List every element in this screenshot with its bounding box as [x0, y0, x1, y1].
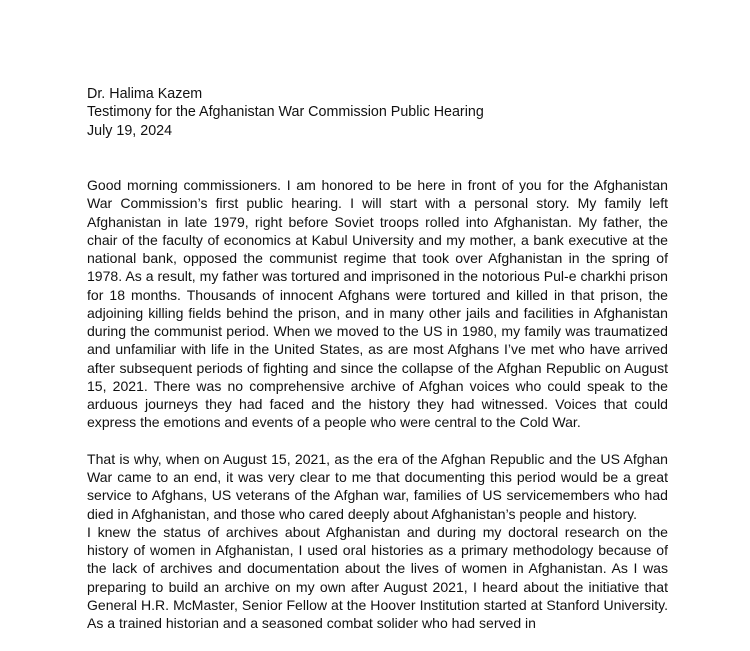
- document-title: Testimony for the Afghanistan War Commission Public Hearing: [87, 104, 484, 121]
- document-header: [87, 85, 687, 140]
- document-date: July 19, 2024: [87, 122, 173, 139]
- paragraph-spacer: [87, 432, 668, 450]
- document-body: [87, 176, 668, 632]
- paragraph-opening: Good morning commissioners. I am honored to be here in front of you for the Afghanistan War Commission’s first public hearing. I will start with a personal story. My family left Afghanistan in late 1979, right before Soviet troops rolled into Afghanistan. My father, the chair of the faculty of economics at Kabul University and my mother, a bank executive at the national bank, opposed the communist regime that took over Afghanistan in the spring of 1978. As a result, my father was tortured and imprisoned in the notorious Pul-e charkhi prison for 18 months. Thousands of innocent Afghans were tortured and killed in that prison, the adjoining killing fields behind the prison, and in many other jails and facilities in Afghanistan during the communist period. When we moved to the US in 1980, my family was traumatized and unfamiliar with life in the United States, as are most Afghans I’ve met who have arrived after subsequent periods of fighting and since the collapse of the Afghan Republic on August 15, 2021. There was no comprehensive archive of Afghan voices who could speak to the arduous journeys they had faced and the history they had witnessed. Voices that could express the emotions and events of a people who were central to the Cold War.: [87, 177, 668, 431]
- paragraph-why-documenting: That is why, when on August 15, 2021, as the era of the Afghan Republic and the US Afghan War came to an end, it was very clear to me that documenting this period would be a great service to Afghans, US veterans of the Afghan war, families of US servicemembers who had died in Afghanistan, and those who cared deeply about Afghanistan’s people and history.: [87, 450, 668, 522]
- author-name: Dr. Halima Kazem: [87, 86, 203, 102]
- paragraph-archives: I knew the status of archives about Afghanistan and during my doctoral research on the history of women in Afghanistan, I used oral histories as a primary methodology because of the lack of archives and documentation about the lives of women in Afghanistan. As I was preparing to build an archive on my own after August 2021, I heard about the initiative that General H.R. McMaster, Senior Fellow at the Hoover Institution started at Stanford University. As a trained historian and a seasoned combat solider who had served in: [87, 523, 668, 631]
